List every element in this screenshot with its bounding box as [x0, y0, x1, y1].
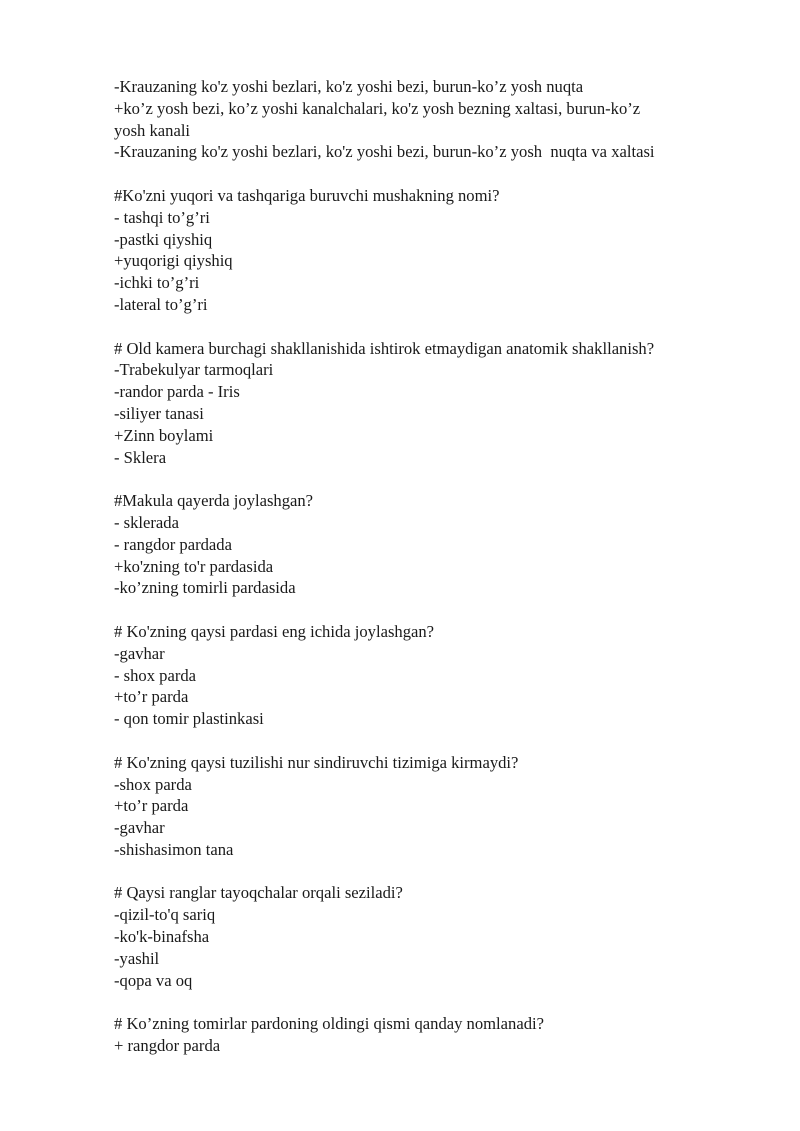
answer-option: - tashqi to’g’ri — [114, 207, 210, 227]
answer-option: -ko’zning tomirli pardasida — [114, 578, 296, 598]
correct-answer-option: + rangdor parda — [114, 1036, 221, 1056]
answer-option: -siliyer tanasi — [114, 403, 204, 423]
answer-option: -qizil-to'q sariq — [114, 905, 216, 925]
answer-option: -randor parda - Iris — [114, 382, 240, 402]
answer-option: -lateral to’g’ri — [114, 294, 208, 314]
question-text: #Makula qayerda joylashgan? — [114, 491, 314, 511]
answer-option: -ko'k-binafsha — [114, 927, 210, 947]
answer-option: -Krauzaning ko'z yoshi bezlari, ko'z yoshi bezi, burun-ko’z yosh nuqta va xaltasi — [114, 142, 655, 162]
question-block — [114, 185, 754, 316]
block-spacer — [114, 316, 754, 338]
correct-answer-option: +Zinn boylami — [114, 425, 214, 445]
document-content — [114, 76, 754, 1057]
answer-option: - Sklera — [114, 447, 167, 467]
block-spacer — [114, 163, 754, 185]
block-spacer — [114, 861, 754, 883]
question-block — [114, 882, 754, 991]
answer-option: -yashil — [114, 948, 160, 968]
correct-answer-option: +ko'zning to'r pardasida — [114, 556, 274, 576]
question-block — [114, 76, 754, 163]
correct-answer-option: +yuqorigi qiyshiq — [114, 251, 233, 271]
answer-option: -shox parda — [114, 774, 192, 794]
question-block — [114, 338, 754, 469]
answer-option: - shox parda — [114, 665, 197, 685]
answer-option: -ichki to’g’ri — [114, 273, 200, 293]
answer-option: -qopa va oq — [114, 970, 193, 990]
answer-option: yosh kanali — [114, 120, 191, 140]
question-block — [114, 490, 754, 599]
answer-option: -gavhar — [114, 643, 165, 663]
correct-answer-option: +to’r parda — [114, 796, 189, 816]
question-text: # Ko’zning tomirlar pardoning oldingi qismi qanday nomlanadi? — [114, 1014, 544, 1034]
answer-option: - qon tomir plastinkasi — [114, 709, 264, 729]
question-block — [114, 1013, 754, 1057]
answer-option: - sklerada — [114, 512, 179, 532]
answer-option: -Trabekulyar tarmoqlari — [114, 360, 274, 380]
answer-option: -Krauzaning ko'z yoshi bezlari, ko'z yoshi bezi, burun-ko’z yosh nuqta — [114, 77, 584, 96]
answer-option: - rangdor pardada — [114, 534, 232, 554]
question-block — [114, 621, 754, 730]
block-spacer — [114, 730, 754, 752]
block-spacer — [114, 599, 754, 621]
block-spacer — [114, 991, 754, 1013]
question-text: # Ko'zning qaysi tuzilishi nur sindiruvchi tizimiga kirmaydi? — [114, 752, 519, 772]
answer-option: -gavhar — [114, 818, 165, 838]
correct-answer-option: +to’r parda — [114, 687, 189, 707]
block-spacer — [114, 468, 754, 490]
question-block — [114, 752, 754, 861]
correct-answer-option: +ko’z yosh bezi, ko’z yoshi kanalchalari, ko'z yosh bezning xaltasi, burun-ko’z — [114, 98, 641, 118]
question-text: #Ko'zni yuqori va tashqariga buruvchi mushakning nomi? — [114, 185, 500, 205]
answer-option: -pastki qiyshiq — [114, 229, 213, 249]
question-text: # Qaysi ranglar tayoqchalar orqali seziladi? — [114, 883, 403, 903]
question-text: # Ko'zning qaysi pardasi eng ichida joylashgan? — [114, 621, 435, 641]
question-text: # Old kamera burchagi shakllanishida ishtirok etmaydigan anatomik shakllanish? — [114, 338, 655, 358]
answer-option: -shishasimon tana — [114, 839, 234, 859]
